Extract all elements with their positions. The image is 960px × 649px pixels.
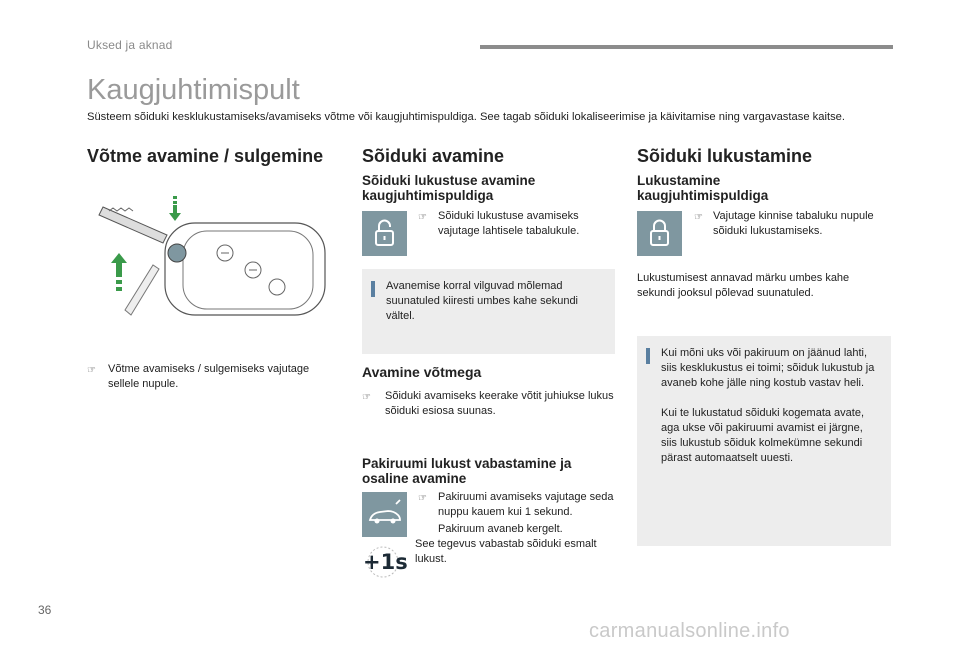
pointer-icon: ☞ xyxy=(362,392,371,403)
col1-heading: Võtme avamine / sulgemine xyxy=(87,146,324,166)
pointer-icon: ☞ xyxy=(418,212,427,223)
padlock-closed-icon xyxy=(637,211,682,256)
header-rule xyxy=(480,45,893,49)
col2-sub3-line2: Pakiruum avaneb kergelt. xyxy=(438,523,563,535)
page-title: Kaugjuhtimispult xyxy=(87,74,300,106)
note-box-lock xyxy=(637,336,891,546)
col2-sub2-bullet-text: Sõiduki avamiseks keerake võtit juhiukse lukus sõiduki esiosa suunas. xyxy=(385,390,614,417)
col2-sub1-heading: Sõiduki lukustuse avamine kaugjuhtimispuldiga xyxy=(362,173,536,203)
col2-sub1-bullet-text: Sõiduki lukustuse avamiseks vajutage lahtisele tabalukule. xyxy=(438,210,580,237)
note-lock-text-2: Kui te lukustatud sõiduki kogemata avate, aga ukse või pakiruumi avamist ei järgne, siis lukustub sõiduk kolmekümne sekundi pärast automaatselt uuesti. xyxy=(661,407,865,464)
col3-paragraph: Lukustumisest annavad märku umbes kahe sekundi jooksul põlevad suunatuled. xyxy=(637,272,850,299)
note-accent xyxy=(371,281,375,297)
col3-sub1-heading: Lukustamine kaugjuhtimispuldiga xyxy=(637,173,769,203)
note-lock-text-1: Kui mõni uks või pakiruum on jäänud lahti, siis kesklukustus ei toimi; sõiduk lukustub ja avaneb kohe jälle ning kostub vastav heli. xyxy=(661,347,875,389)
key-fob-illustration xyxy=(95,195,335,340)
page-number: 36 xyxy=(38,603,52,617)
col3-heading: Sõiduki lukustamine xyxy=(637,146,813,166)
car-boot-icon xyxy=(362,492,407,537)
note-unlock-text: Avanemise korral vilguvad mõlemad suunatuled kiiresti umbes kahe sekundi vältel. xyxy=(386,280,579,322)
col2-sub2-heading: Avamine võtmega xyxy=(362,364,482,380)
col2-sub3-line3: See tegevus vabastab sõiduki esmalt lukust. xyxy=(415,538,597,565)
col1-bullet-text: Võtme avamiseks / sulgemiseks vajutage sellele nupule. xyxy=(108,363,310,390)
pointer-icon: ☞ xyxy=(694,212,703,223)
padlock-open-icon xyxy=(362,211,407,256)
running-head: Uksed ja aknad xyxy=(87,38,173,52)
hold-1s-label: +1s xyxy=(363,550,408,574)
pointer-icon: ☞ xyxy=(87,365,96,376)
hold-1s-icon xyxy=(362,545,408,579)
note-box-unlock xyxy=(362,269,615,354)
col2-heading: Sõiduki avamine xyxy=(362,146,505,166)
col3-sub1-bullet-text: Vajutage kinnise tabaluku nupule sõiduki lukustamiseks. xyxy=(713,210,874,237)
col2-sub3-heading: Pakiruumi lukust vabastamine ja osaline avamine xyxy=(362,456,572,486)
watermark: carmanualsonline.info xyxy=(589,620,790,642)
note-accent xyxy=(646,348,650,364)
intro-text: Süsteem sõiduki kesklukustamiseks/avamiseks võtme või kaugjuhtimispuldiga. See tagab sõiduki lokaliseerimise ja käivitamise ning vargavastase kaitse. xyxy=(87,111,845,123)
pointer-icon: ☞ xyxy=(418,493,427,504)
col2-sub3-bullet-text: Pakiruumi avamiseks vajutage seda nuppu kauem kui 1 sekund. xyxy=(438,491,614,518)
